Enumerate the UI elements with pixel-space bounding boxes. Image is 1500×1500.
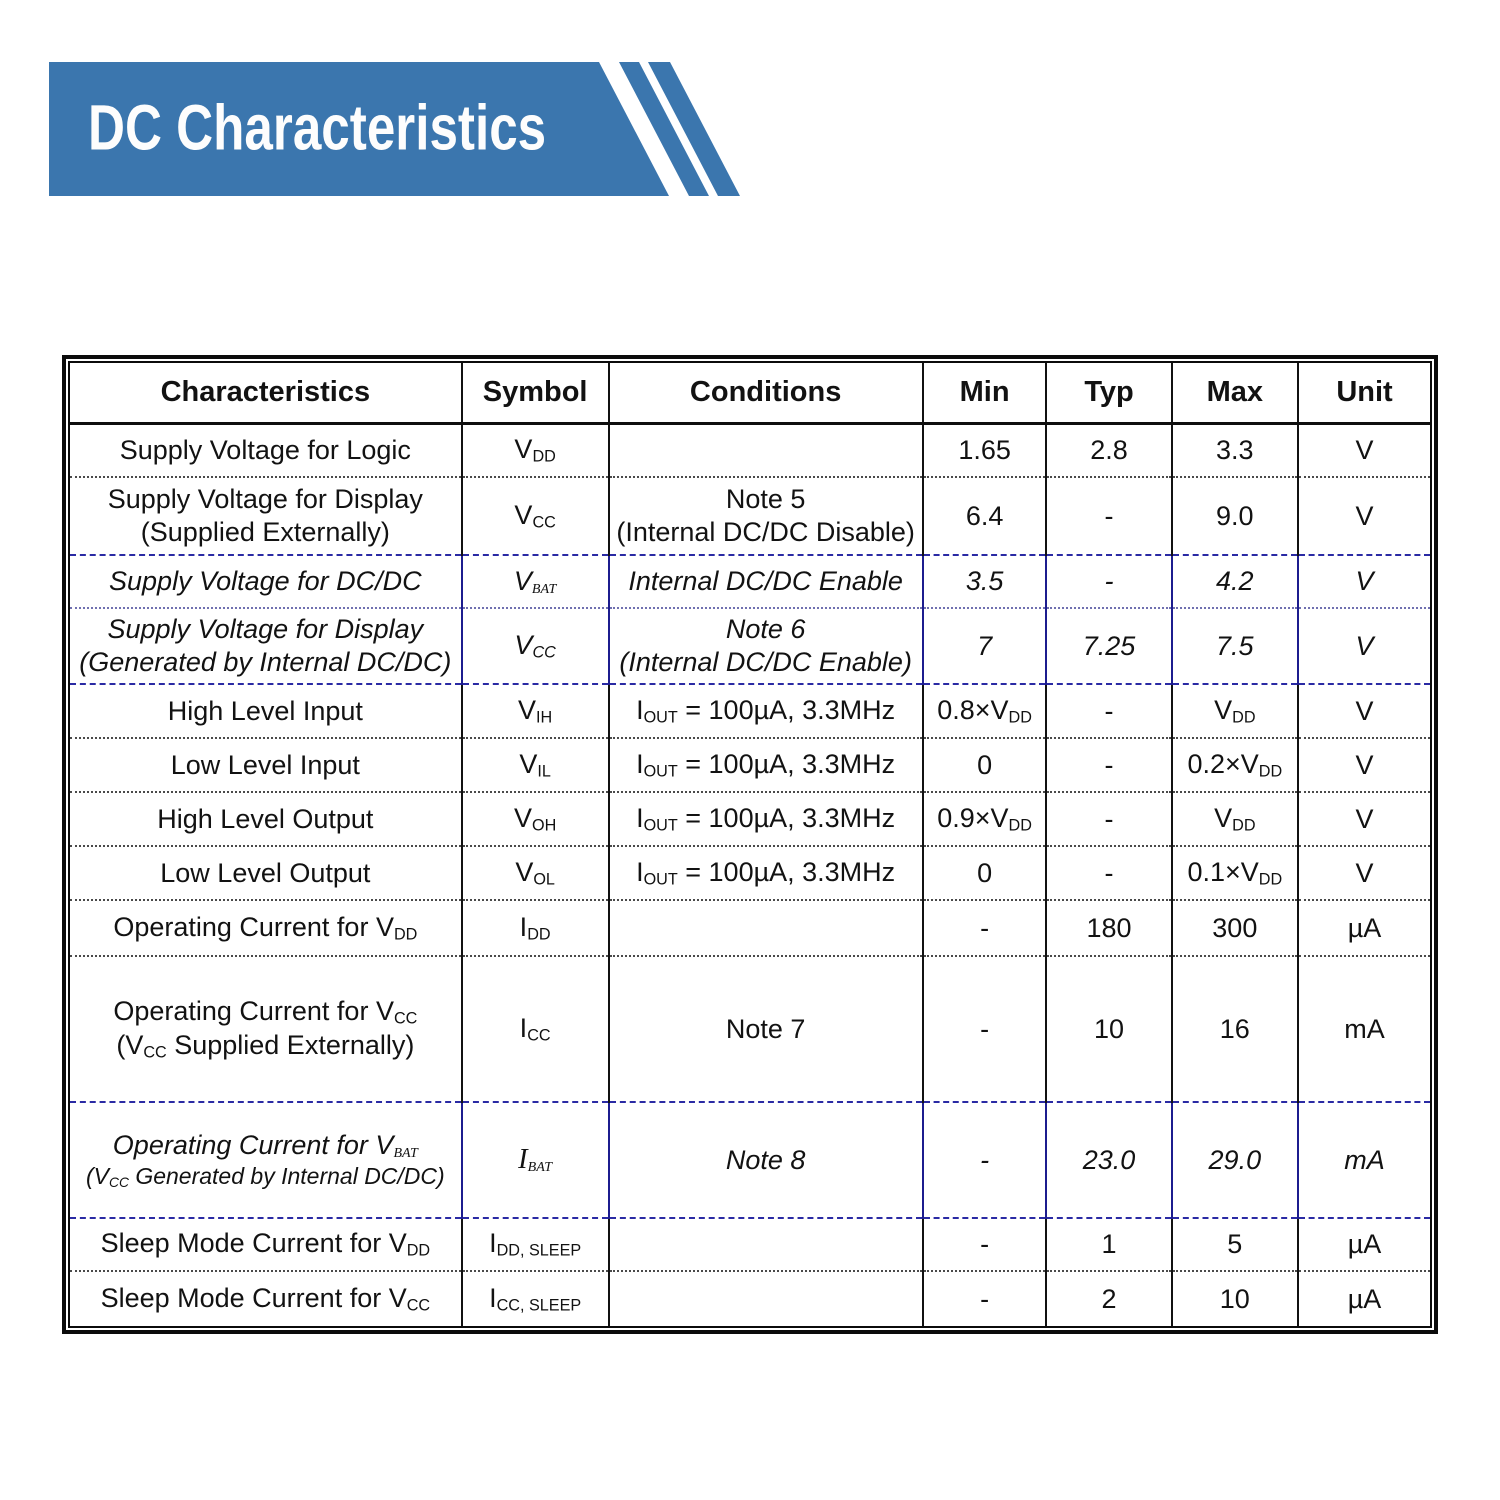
- cell-symbol: [462, 738, 609, 792]
- cell-symbol: [462, 956, 609, 1102]
- cell-unit: [1298, 956, 1430, 1102]
- cell-line: V: [1355, 566, 1374, 597]
- cell-line: 7.25: [1082, 630, 1136, 661]
- cell-typ: [1046, 1218, 1171, 1271]
- cell-line: -: [980, 912, 990, 943]
- cell-min: [923, 477, 1047, 555]
- cell-line: VDD: [1214, 694, 1256, 727]
- dc-characteristics-table: [70, 363, 1430, 1326]
- cell-unit: [1298, 792, 1430, 846]
- cell-line: 1.65: [958, 434, 1011, 465]
- cell-symbol: [462, 477, 609, 555]
- cell-line: 0: [977, 749, 993, 780]
- dc-characteristics-table-inner-frame: [68, 361, 1432, 1328]
- table-row-operating-current-vdd: [70, 900, 1430, 956]
- cell-line: (VCC Generated by Internal DC/DC): [86, 1162, 445, 1190]
- cell-line: V: [1355, 803, 1374, 834]
- cell-symbol: [462, 846, 609, 900]
- cell-line: 29.0: [1208, 1144, 1262, 1175]
- cell-line: Sleep Mode Current for VDD: [100, 1228, 431, 1260]
- cell-unit: [1298, 555, 1430, 608]
- cell-unit: [1298, 900, 1430, 956]
- cell-characteristics: [70, 1271, 462, 1326]
- cell-min: [923, 1218, 1047, 1271]
- col-header-conditions: Conditions: [609, 363, 923, 423]
- col-header-characteristics: Characteristics: [70, 363, 462, 423]
- table-row-supply-voltage-display-internal: [70, 608, 1430, 684]
- cell-characteristics: [70, 900, 462, 956]
- cell-characteristics: [70, 792, 462, 846]
- cell-characteristics: [70, 1218, 462, 1271]
- table-row-operating-current-vcc: [70, 956, 1430, 1102]
- cell-max: [1172, 423, 1298, 477]
- cell-line: VCC: [514, 499, 556, 532]
- cell-line: 7.5: [1216, 630, 1254, 661]
- page-title: DC Characteristics: [88, 91, 547, 164]
- cell-typ: [1046, 684, 1171, 738]
- cell-conditions: [609, 608, 923, 684]
- cell-line: ICC: [519, 1012, 551, 1045]
- cell-line: -: [1104, 857, 1114, 888]
- cell-unit: [1298, 684, 1430, 738]
- table-row-operating-current-vbat: [70, 1102, 1430, 1218]
- cell-min: [923, 792, 1047, 846]
- cell-line: Supply Voltage for Display: [107, 484, 423, 515]
- cell-line: 23.0: [1082, 1144, 1136, 1175]
- cell-line: V: [1355, 630, 1374, 661]
- cell-line: High Level Input: [167, 695, 363, 726]
- table-header: [70, 363, 1430, 423]
- dc-characteristics-table-frame: [62, 355, 1438, 1334]
- cell-line: Low Level Output: [160, 857, 371, 888]
- cell-conditions: [609, 555, 923, 608]
- cell-min: [923, 555, 1047, 608]
- cell-line: Low Level Input: [170, 749, 360, 780]
- col-header-symbol: Symbol: [462, 363, 609, 423]
- cell-line: IDD, SLEEP: [489, 1228, 582, 1260]
- cell-line: IDD: [519, 911, 551, 944]
- cell-min: [923, 1102, 1047, 1218]
- cell-line: -: [1104, 566, 1114, 597]
- table-row-sleep-current-vdd: [70, 1218, 1430, 1271]
- cell-max: [1172, 846, 1298, 900]
- cell-min: [923, 900, 1047, 956]
- cell-symbol: [462, 423, 609, 477]
- cell-line: IOUT = 100µA, 3.3MHz: [636, 694, 896, 727]
- cell-characteristics: [70, 1102, 462, 1218]
- cell-typ: [1046, 477, 1171, 555]
- cell-line: VCC: [514, 629, 556, 662]
- cell-conditions: [609, 792, 923, 846]
- cell-max: [1172, 738, 1298, 792]
- cell-typ: [1046, 900, 1171, 956]
- cell-conditions: [609, 477, 923, 555]
- cell-max: [1172, 1218, 1298, 1271]
- cell-typ: [1046, 846, 1171, 900]
- cell-min: [923, 423, 1047, 477]
- cell-line: High Level Output: [157, 803, 374, 834]
- cell-typ: [1046, 555, 1171, 608]
- dc-table-body: [70, 423, 1430, 1326]
- cell-typ: [1046, 1102, 1171, 1218]
- cell-line: 3.5: [965, 566, 1004, 597]
- cell-line: V: [1355, 695, 1374, 726]
- cell-max: [1172, 1102, 1298, 1218]
- cell-line: Note 5: [725, 484, 806, 515]
- cell-typ: [1046, 738, 1171, 792]
- col-header-min: Min: [923, 363, 1047, 423]
- cell-line: 5: [1227, 1229, 1243, 1260]
- table-row-supply-voltage-display-external: [70, 477, 1430, 555]
- cell-line: -: [980, 1229, 990, 1260]
- cell-line: IOUT = 100µA, 3.3MHz: [636, 802, 896, 835]
- cell-conditions: [609, 900, 923, 956]
- cell-line: Supply Voltage for Logic: [119, 434, 411, 465]
- cell-line: µA: [1347, 1229, 1382, 1260]
- cell-line: 0.8×VDD: [937, 694, 1032, 727]
- cell-max: [1172, 684, 1298, 738]
- cell-line: 0: [977, 857, 993, 888]
- cell-line: mA: [1344, 1144, 1385, 1175]
- cell-line: (Internal DC/DC Disable): [616, 517, 915, 547]
- table-row-low-level-input: [70, 738, 1430, 792]
- cell-unit: [1298, 608, 1430, 684]
- cell-typ: [1046, 423, 1171, 477]
- cell-conditions: [609, 846, 923, 900]
- cell-min: [923, 846, 1047, 900]
- cell-line: 300: [1212, 912, 1258, 943]
- cell-symbol: [462, 555, 609, 608]
- cell-symbol: [462, 900, 609, 956]
- cell-symbol: [462, 684, 609, 738]
- cell-line: Sleep Mode Current for VCC: [100, 1282, 431, 1315]
- cell-conditions: [609, 956, 923, 1102]
- cell-characteristics: [70, 738, 462, 792]
- cell-characteristics: [70, 956, 462, 1102]
- cell-line: IOUT = 100µA, 3.3MHz: [636, 856, 896, 889]
- cell-line: VDD: [1214, 802, 1256, 835]
- cell-line: 3.3: [1216, 434, 1254, 465]
- cell-unit: [1298, 1271, 1430, 1326]
- cell-line: (Internal DC/DC Enable): [619, 647, 912, 677]
- cell-line: VIH: [518, 694, 553, 727]
- cell-line: VIL: [519, 748, 551, 781]
- cell-conditions: [609, 423, 923, 477]
- cell-unit: [1298, 477, 1430, 555]
- cell-line: (VCC Supplied Externally): [116, 1030, 415, 1062]
- cell-line: -: [1104, 500, 1114, 531]
- cell-max: [1172, 555, 1298, 608]
- cell-max: [1172, 608, 1298, 684]
- cell-characteristics: [70, 477, 462, 555]
- cell-line: 0.1×VDD: [1187, 856, 1283, 889]
- header-row: [70, 363, 1430, 423]
- table-row-sleep-current-vcc: [70, 1271, 1430, 1326]
- cell-typ: [1046, 608, 1171, 684]
- cell-line: µA: [1347, 1283, 1382, 1314]
- cell-line: 10: [1219, 1283, 1250, 1314]
- col-header-unit: Unit: [1298, 363, 1430, 423]
- cell-line: Supply Voltage for Display: [107, 614, 424, 645]
- cell-line: -: [980, 1013, 990, 1044]
- col-header-max: Max: [1172, 363, 1298, 423]
- cell-typ: [1046, 792, 1171, 846]
- cell-line: Note 6: [725, 614, 806, 645]
- cell-line: Operating Current for VCC: [113, 995, 418, 1028]
- table-row-supply-voltage-logic: [70, 423, 1430, 477]
- cell-min: [923, 608, 1047, 684]
- cell-line: -: [1104, 749, 1114, 780]
- table-row-high-level-input: [70, 684, 1430, 738]
- cell-line: 2: [1101, 1283, 1117, 1314]
- cell-unit: [1298, 846, 1430, 900]
- cell-line: 6.4: [965, 500, 1004, 531]
- cell-max: [1172, 792, 1298, 846]
- cell-min: [923, 1271, 1047, 1326]
- cell-line: 2.8: [1090, 434, 1128, 465]
- cell-symbol: [462, 1218, 609, 1271]
- cell-max: [1172, 477, 1298, 555]
- cell-line: -: [1104, 695, 1114, 726]
- cell-line: 16: [1219, 1013, 1250, 1044]
- cell-unit: [1298, 423, 1430, 477]
- cell-line: V: [1355, 749, 1374, 780]
- cell-line: VBAT: [513, 566, 557, 597]
- cell-line: 0.2×VDD: [1187, 748, 1283, 781]
- cell-line: 0.9×VDD: [937, 802, 1032, 835]
- cell-line: V: [1355, 434, 1374, 465]
- cell-characteristics: [70, 608, 462, 684]
- cell-line: (Generated by Internal DC/DC): [79, 647, 452, 677]
- cell-line: -: [980, 1283, 990, 1314]
- cell-unit: [1298, 1102, 1430, 1218]
- cell-min: [923, 738, 1047, 792]
- cell-conditions: [609, 1102, 923, 1218]
- cell-characteristics: [70, 555, 462, 608]
- cell-min: [923, 684, 1047, 738]
- col-header-typ: Typ: [1046, 363, 1171, 423]
- cell-conditions: [609, 1271, 923, 1326]
- cell-line: 180: [1086, 912, 1132, 943]
- cell-conditions: [609, 684, 923, 738]
- cell-line: µA: [1347, 912, 1382, 943]
- cell-max: [1172, 956, 1298, 1102]
- cell-symbol: [462, 1102, 609, 1218]
- cell-line: 1: [1101, 1229, 1117, 1260]
- cell-typ: [1046, 956, 1171, 1102]
- cell-line: Internal DC/DC Enable: [628, 566, 903, 597]
- cell-line: 10: [1094, 1013, 1125, 1044]
- cell-symbol: [462, 1271, 609, 1326]
- cell-line: V: [1355, 857, 1374, 888]
- title-banner: [49, 62, 759, 196]
- table-row-high-level-output: [70, 792, 1430, 846]
- table-row-low-level-output: [70, 846, 1430, 900]
- cell-line: IOUT = 100µA, 3.3MHz: [636, 748, 896, 781]
- cell-line: Operating Current for VBAT: [112, 1129, 418, 1161]
- cell-line: VDD: [514, 434, 556, 466]
- cell-line: VOL: [515, 856, 555, 889]
- cell-conditions: [609, 738, 923, 792]
- cell-line: Note 8: [725, 1144, 806, 1175]
- cell-max: [1172, 1271, 1298, 1326]
- cell-line: -: [1104, 803, 1114, 834]
- cell-line: -: [980, 1144, 990, 1175]
- cell-characteristics: [70, 684, 462, 738]
- cell-characteristics: [70, 846, 462, 900]
- cell-line: Note 7: [725, 1013, 806, 1044]
- cell-line: 4.2: [1216, 566, 1254, 597]
- cell-line: 7: [977, 630, 993, 661]
- cell-characteristics: [70, 423, 462, 477]
- cell-line: V: [1355, 500, 1374, 531]
- cell-symbol: [462, 792, 609, 846]
- cell-line: Operating Current for VDD: [113, 911, 418, 944]
- cell-line: IBAT: [518, 1143, 553, 1175]
- cell-symbol: [462, 608, 609, 684]
- cell-line: ICC, SLEEP: [489, 1282, 582, 1315]
- cell-line: mA: [1344, 1013, 1385, 1044]
- cell-unit: [1298, 1218, 1430, 1271]
- cell-line: VOH: [513, 802, 557, 835]
- cell-line: Supply Voltage for DC/DC: [109, 566, 422, 597]
- cell-min: [923, 956, 1047, 1102]
- cell-line: 9.0: [1216, 500, 1254, 531]
- cell-typ: [1046, 1271, 1171, 1326]
- cell-unit: [1298, 738, 1430, 792]
- cell-line: (Supplied Externally): [140, 517, 390, 547]
- table-row-supply-voltage-dcdc: [70, 555, 1430, 608]
- cell-max: [1172, 900, 1298, 956]
- cell-conditions: [609, 1218, 923, 1271]
